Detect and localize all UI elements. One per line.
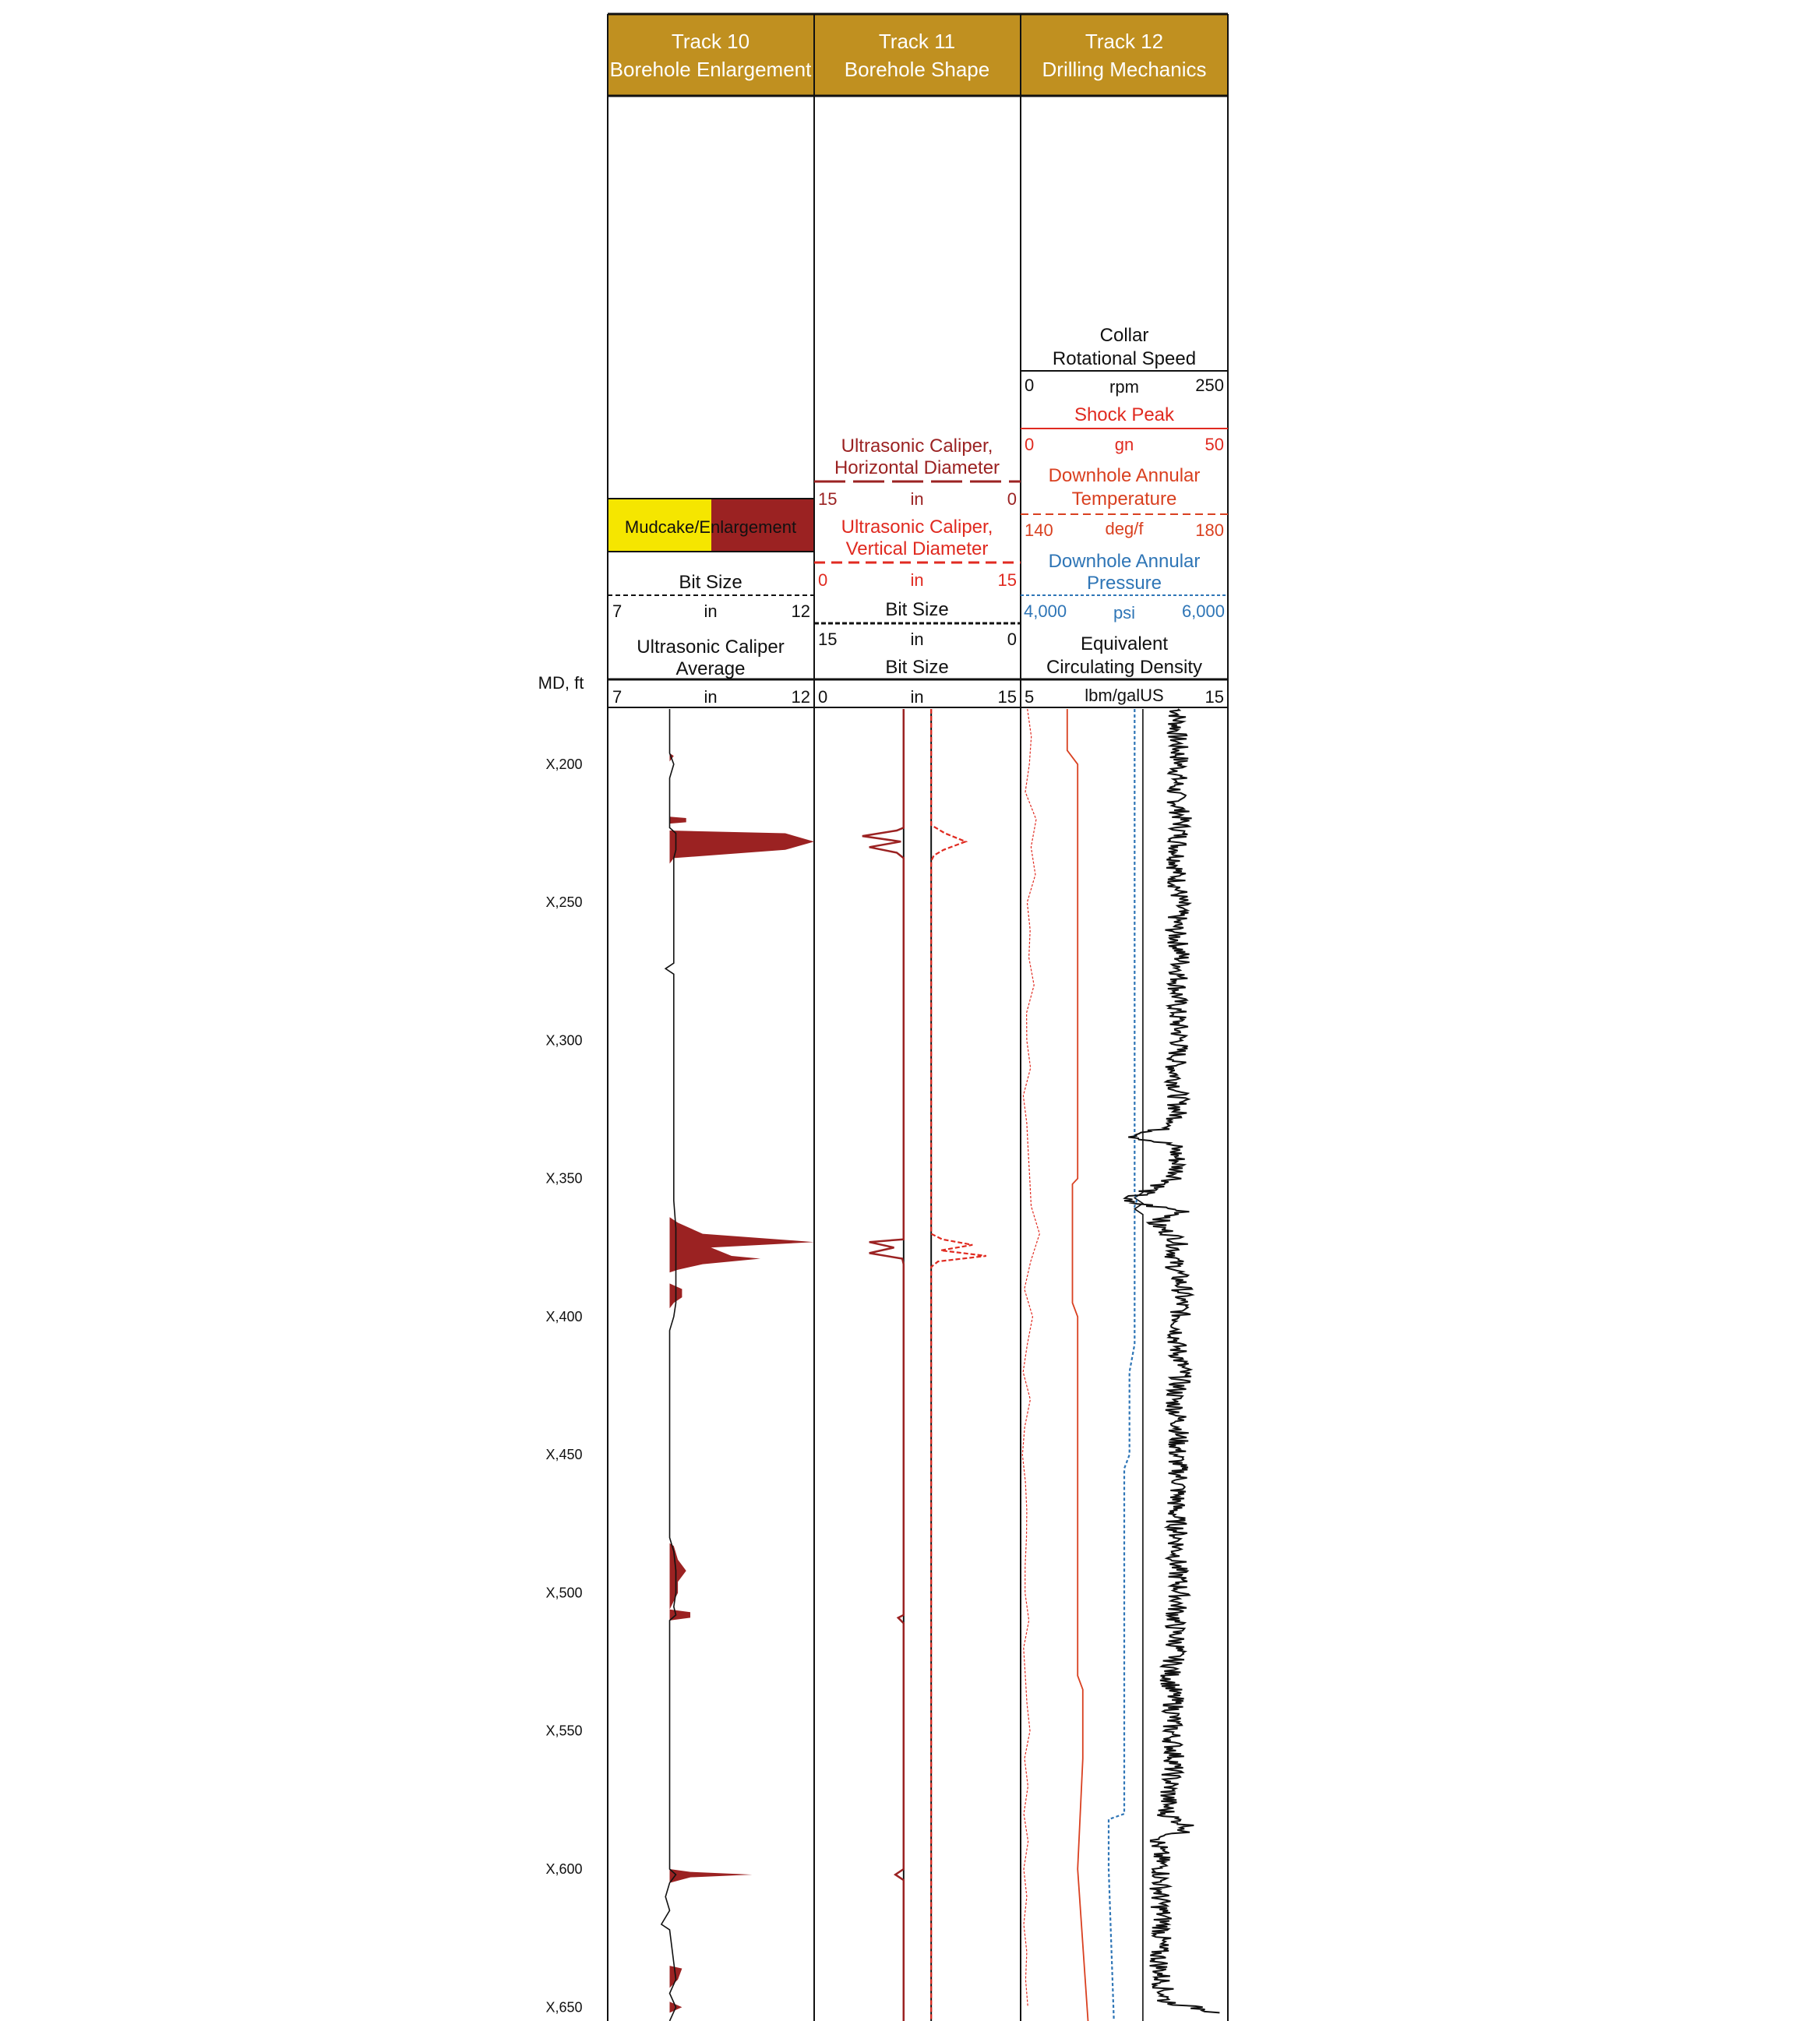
t12-rpm-max: 250 [1195,376,1224,395]
t12-ecd-max: 15 [1205,687,1224,707]
t11-bitsize-b-max: 15 [997,687,1017,707]
t12-press-name1: Downhole Annular [1048,551,1201,572]
track12-header [1021,14,1228,96]
t12-shock-unit: gn [1114,435,1134,454]
track11-title1: Track 11 [878,30,956,53]
t11-bitsize-a-min: 15 [818,630,838,649]
t12-shock-min: 0 [1025,435,1035,454]
t12-ecd-name1: Equivalent [1080,633,1169,654]
depth-axis-label: MD, ft [538,673,584,693]
depth-tick-label: X,600 [545,1861,583,1877]
t12-ecd-unit: lbm/galUS [1085,686,1164,705]
legend-mudcake-label: Mudcake/Enlargement [624,517,797,537]
t12-press-name2: Pressure [1086,573,1162,594]
t11-bitsize-a-name: Bit Size [885,599,949,620]
log-curves [661,709,1220,2021]
ecd-curve [1134,709,1143,2021]
depth-tick-label: X,400 [545,1309,583,1324]
t12-rpm-name1: Collar [1099,325,1149,346]
t11-vert-min: 0 [818,570,828,590]
t11-vert-unit: in [910,570,924,590]
t11-horiz-min: 15 [818,489,838,509]
t11-vert-name1: Ultrasonic Caliper, [841,517,993,538]
horizontal-diameter-curve [862,709,904,2021]
t10-bitsize-min: 7 [612,601,623,621]
depth-tick-label: X,450 [545,1447,583,1463]
t10-bitsize-unit: in [704,601,718,621]
t10-caliper-name1: Ultrasonic Caliper [637,637,785,658]
t11-horiz-max: 0 [1007,489,1017,509]
t12-rpm-unit: rpm [1109,377,1139,397]
t11-bitsize-a-unit: in [910,630,924,649]
depth-tick-label: X,350 [545,1170,583,1187]
track10-title2: Borehole Enlargement [609,58,812,81]
depth-tick-label: X,250 [545,894,583,911]
t11-bitsize-b-name: Bit Size [885,657,949,678]
t10-caliper-min: 7 [612,687,623,707]
depth-ticks [545,757,582,2015]
enlargement-fill [670,709,815,2012]
track11-title2: Borehole Shape [844,58,990,81]
depth-tick-label: X,200 [545,756,583,772]
t11-vert-max: 15 [997,570,1017,590]
t12-press-unit: psi [1113,603,1136,623]
t12-rpm-min: 0 [1025,376,1035,395]
vertical-diameter-curve [931,709,986,2021]
depth-tick-label: X,300 [545,1032,583,1049]
t12-rpm-name2: Rotational Speed [1052,348,1197,369]
track10-header [608,14,814,96]
track11-header [814,14,1021,96]
t10-caliper-max: 12 [791,687,810,707]
t12-ecd-min: 5 [1025,687,1035,707]
t12-temp-max: 180 [1195,520,1224,540]
t12-shock-max: 50 [1205,435,1224,454]
track12-title2: Drilling Mechanics [1042,58,1207,81]
t11-bitsize-a-max: 0 [1007,630,1017,649]
depth-tick-label: X,550 [545,1723,583,1739]
t10-caliper-name2: Average [675,658,746,679]
t12-temp-unit: deg/f [1105,519,1144,538]
rotational-speed-curve [1124,709,1219,2012]
track10-title1: Track 10 [671,30,750,53]
t12-press-min: 4,000 [1024,601,1067,621]
depth-tick-label: X,650 [545,1999,583,2016]
t12-ecd-name2: Circulating Density [1046,657,1203,678]
t11-bitsize-b-min: 0 [818,687,828,707]
t11-horiz-unit: in [910,489,924,509]
t10-caliper-unit: in [704,687,718,707]
track12-title1: Track 12 [1085,30,1164,53]
t11-horiz-name1: Ultrasonic Caliper, [841,436,993,457]
temperature-curve [1067,709,1088,2021]
t11-vert-name2: Vertical Diameter [845,538,989,559]
t12-temp-name1: Downhole Annular [1048,465,1201,486]
pressure-curve [1109,709,1137,2021]
t12-press-max: 6,000 [1181,601,1225,621]
t10-bitsize-max: 12 [791,601,810,621]
t11-horiz-name2: Horizontal Diameter [834,457,1000,478]
t12-shock-name: Shock Peak [1074,404,1175,425]
t10-bitsize-name: Bit Size [679,572,742,593]
t12-temp-name2: Temperature [1071,488,1177,510]
shock-peak-curve [1022,709,1039,2007]
caliper-average-curve [661,709,676,2021]
t12-temp-min: 140 [1025,520,1053,540]
depth-tick-label: X,500 [545,1585,583,1601]
t11-bitsize-b-unit: in [910,687,924,707]
